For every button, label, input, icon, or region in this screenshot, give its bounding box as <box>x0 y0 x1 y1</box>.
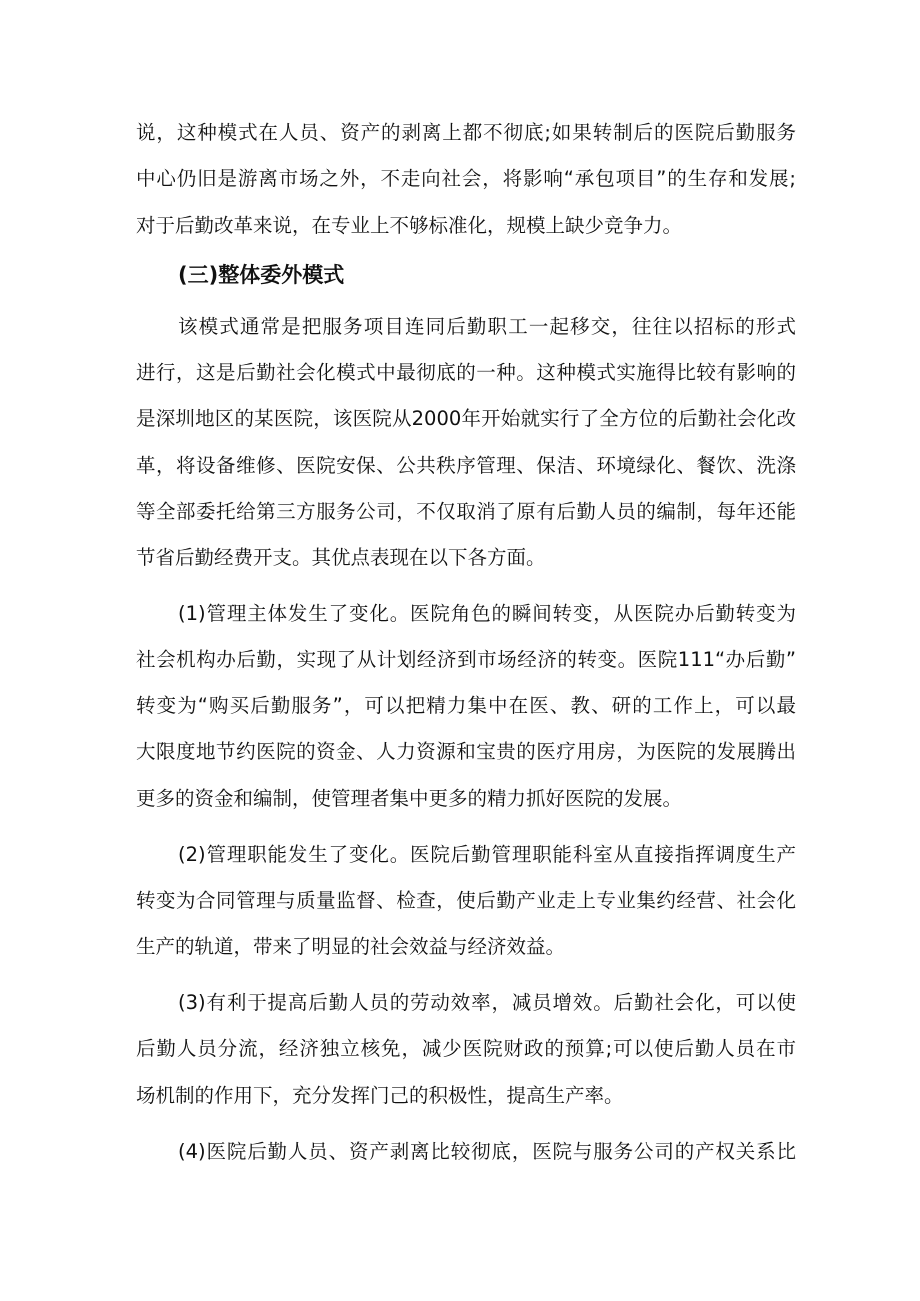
paragraph-line: (1)管理主体发生了变化。医院角色的瞬间转变，从医院办后勤转变为 <box>178 602 796 625</box>
paragraph-line: 中心仍旧是游离市场之外，不走向社会，将影响“承包项目”的生存和发展; <box>136 167 796 190</box>
paragraph-line: 转变为合同管理与质量监督、检查，使后勤产业走上专业集约经营、社会化 <box>136 889 796 912</box>
paragraph-line: (2)管理职能发生了变化。医院后勤管理职能科室从直接指挥调度生产 <box>178 843 796 866</box>
paragraph-line: 进行，这是后勤社会化模式中最彻底的一种。这种模式实施得比较有影响的 <box>136 361 796 384</box>
paragraph-line: 等全部委托给第三方服务公司，不仅取消了原有后勤人员的编制，每年还能 <box>136 500 796 523</box>
paragraph-line: (4)医院后勤人员、资产剥离比较彻底，医院与服务公司的产权关系比 <box>178 1140 796 1163</box>
paragraph-line: 大限度地节约医院的资金、人力资源和宝贵的医疗用房，为医院的发展腾出 <box>136 740 796 763</box>
paragraph-line: 革，将设备维修、医院安保、公共秩序管理、保洁、环境绿化、餐饮、洗涤 <box>136 454 796 477</box>
paragraph-line: (3)有利于提高后勤人员的劳动效率，减员增效。后勤社会化，可以使 <box>178 991 796 1014</box>
paragraph-line: 说，这种模式在人员、资产的剥离上都不彻底;如果转制后的医院后勤服务 <box>136 121 796 144</box>
section-heading: (三)整体委外模式 <box>178 263 345 287</box>
paragraph-line: 更多的资金和编制，使管理者集中更多的精力抓好医院的发展。 <box>136 787 683 810</box>
paragraph-line: 转变为“购买后勤服务”，可以把精力集中在医、教、研的工作上，可以最 <box>136 694 796 717</box>
paragraph-line: 生产的轨道，带来了明显的社会效益与经济效益。 <box>136 935 566 958</box>
paragraph-line: 对于后勤改革来说，在专业上不够标准化，规模上缺少竞争力。 <box>136 214 683 237</box>
paragraph-line: 节省后勤经费开支。其优点表现在以下各方面。 <box>136 546 546 569</box>
paragraph-line: 是深圳地区的某医院，该医院从2000年开始就实行了全方位的后勤社会化改 <box>136 407 796 430</box>
paragraph-line: 该模式通常是把服务项目连同后勤职工一起移交，往往以招标的形式 <box>178 315 796 338</box>
paragraph-line: 社会机构办后勤，实现了从计划经济到市场经济的转变。医院111“办后勤” <box>136 648 796 671</box>
paragraph-line: 场机制的作用下，充分发挥门己的积极性，提高生产率。 <box>136 1084 624 1107</box>
paragraph-line: 后勤人员分流，经济独立核免，减少医院财政的预算;可以使后勤人员在市 <box>136 1037 796 1060</box>
